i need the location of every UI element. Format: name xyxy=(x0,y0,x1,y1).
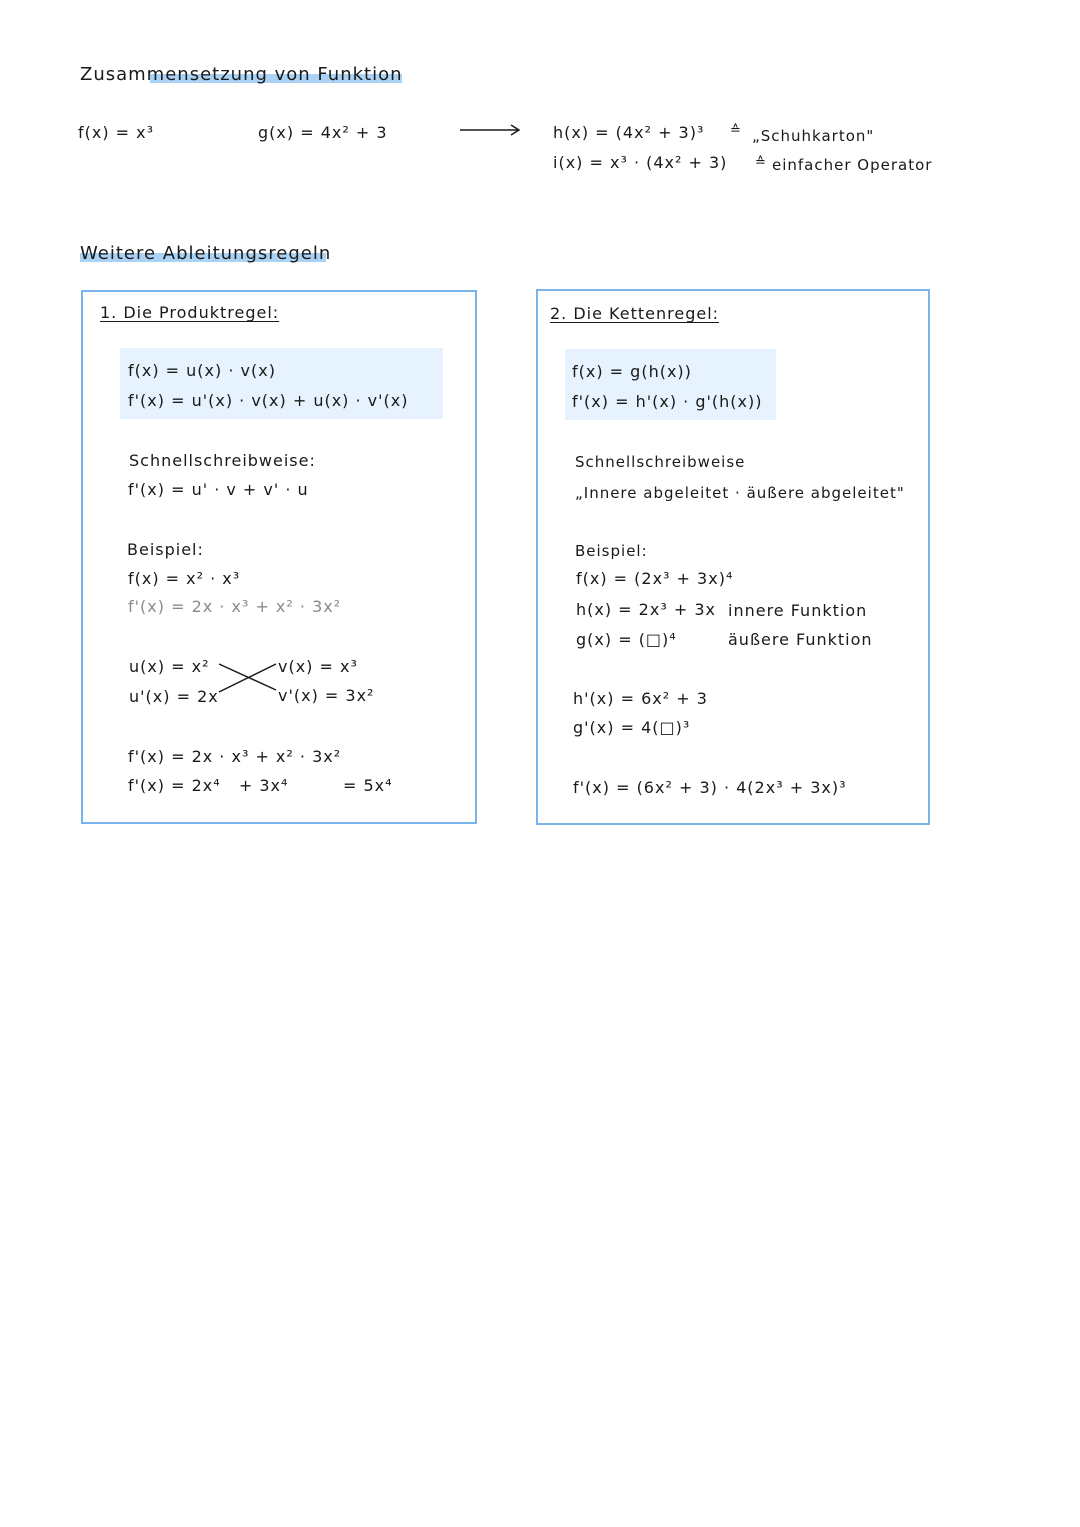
top-f: f(x) = x³ xyxy=(78,123,155,142)
top-h: h(x) = (4x² + 3)³ xyxy=(553,123,705,142)
chain-ex-g: g(x) = (□)⁴ xyxy=(576,630,677,649)
product-vp: v'(x) = 3x² xyxy=(278,686,375,705)
chain-hp: h'(x) = 6x² + 3 xyxy=(573,689,708,708)
product-title: 1. Die Produktregel: xyxy=(100,303,280,322)
product-short-label: Schnellschreibweise: xyxy=(129,451,316,470)
chain-ex-g-note: äußere Funktion xyxy=(728,630,873,649)
product-formula2: f'(x) = u'(x) · v(x) + u(x) · v'(x) xyxy=(128,391,409,410)
chain-short-label: Schnellschreibweise xyxy=(575,453,746,471)
top-g: g(x) = 4x² + 3 xyxy=(258,123,388,142)
cross-lines xyxy=(216,658,280,698)
product-res1: f'(x) = 2x · x³ + x² · 3x² xyxy=(128,747,342,766)
product-ex-fp: f'(x) = 2x · x³ + x² · 3x² xyxy=(128,597,342,616)
chain-result: f'(x) = (6x² + 3) · 4(2x³ + 3x)³ xyxy=(573,778,847,797)
top-h-note: „Schuhkarton" xyxy=(752,127,875,145)
product-up: u'(x) = 2x xyxy=(129,687,219,706)
chain-ex-f: f(x) = (2x³ + 3x)⁴ xyxy=(576,569,734,588)
chain-formula2: f'(x) = h'(x) · g'(h(x)) xyxy=(572,392,763,411)
top-i-note: einfacher Operator xyxy=(772,156,933,174)
chain-title: 2. Die Kettenregel: xyxy=(550,304,720,323)
heading-weitere-ableitungsregeln: Weitere Ableitungsregeln xyxy=(80,243,332,264)
chain-short: „Innere abgeleitet · äußere abgeleitet" xyxy=(575,484,905,502)
product-v: v(x) = x³ xyxy=(278,657,358,676)
chain-ex-h: h(x) = 2x³ + 3x xyxy=(576,600,716,619)
arrow-right-icon xyxy=(458,122,522,138)
chain-gp: g'(x) = 4(□)³ xyxy=(573,718,691,737)
top-i-eq: ≙ xyxy=(755,155,767,170)
top-h-eq: ≙ xyxy=(730,123,742,138)
product-formula1: f(x) = u(x) · v(x) xyxy=(128,361,276,380)
product-example-label: Beispiel: xyxy=(127,540,204,559)
product-short: f'(x) = u' · v + v' · u xyxy=(128,480,309,499)
product-res3: = 5x⁴ xyxy=(343,776,393,795)
product-res2: f'(x) = 2x⁴ + 3x⁴ xyxy=(128,776,289,795)
chain-formula1: f(x) = g(h(x)) xyxy=(572,362,692,381)
chain-example-label: Beispiel: xyxy=(575,542,648,560)
product-ex-f: f(x) = x² · x³ xyxy=(128,569,241,588)
chain-ex-h-note: innere Funktion xyxy=(728,601,868,620)
top-i: i(x) = x³ · (4x² + 3) xyxy=(553,153,728,172)
heading-zusammensetzung: Zusammensetzung von Funktion xyxy=(80,64,403,85)
product-u: u(x) = x² xyxy=(129,657,210,676)
